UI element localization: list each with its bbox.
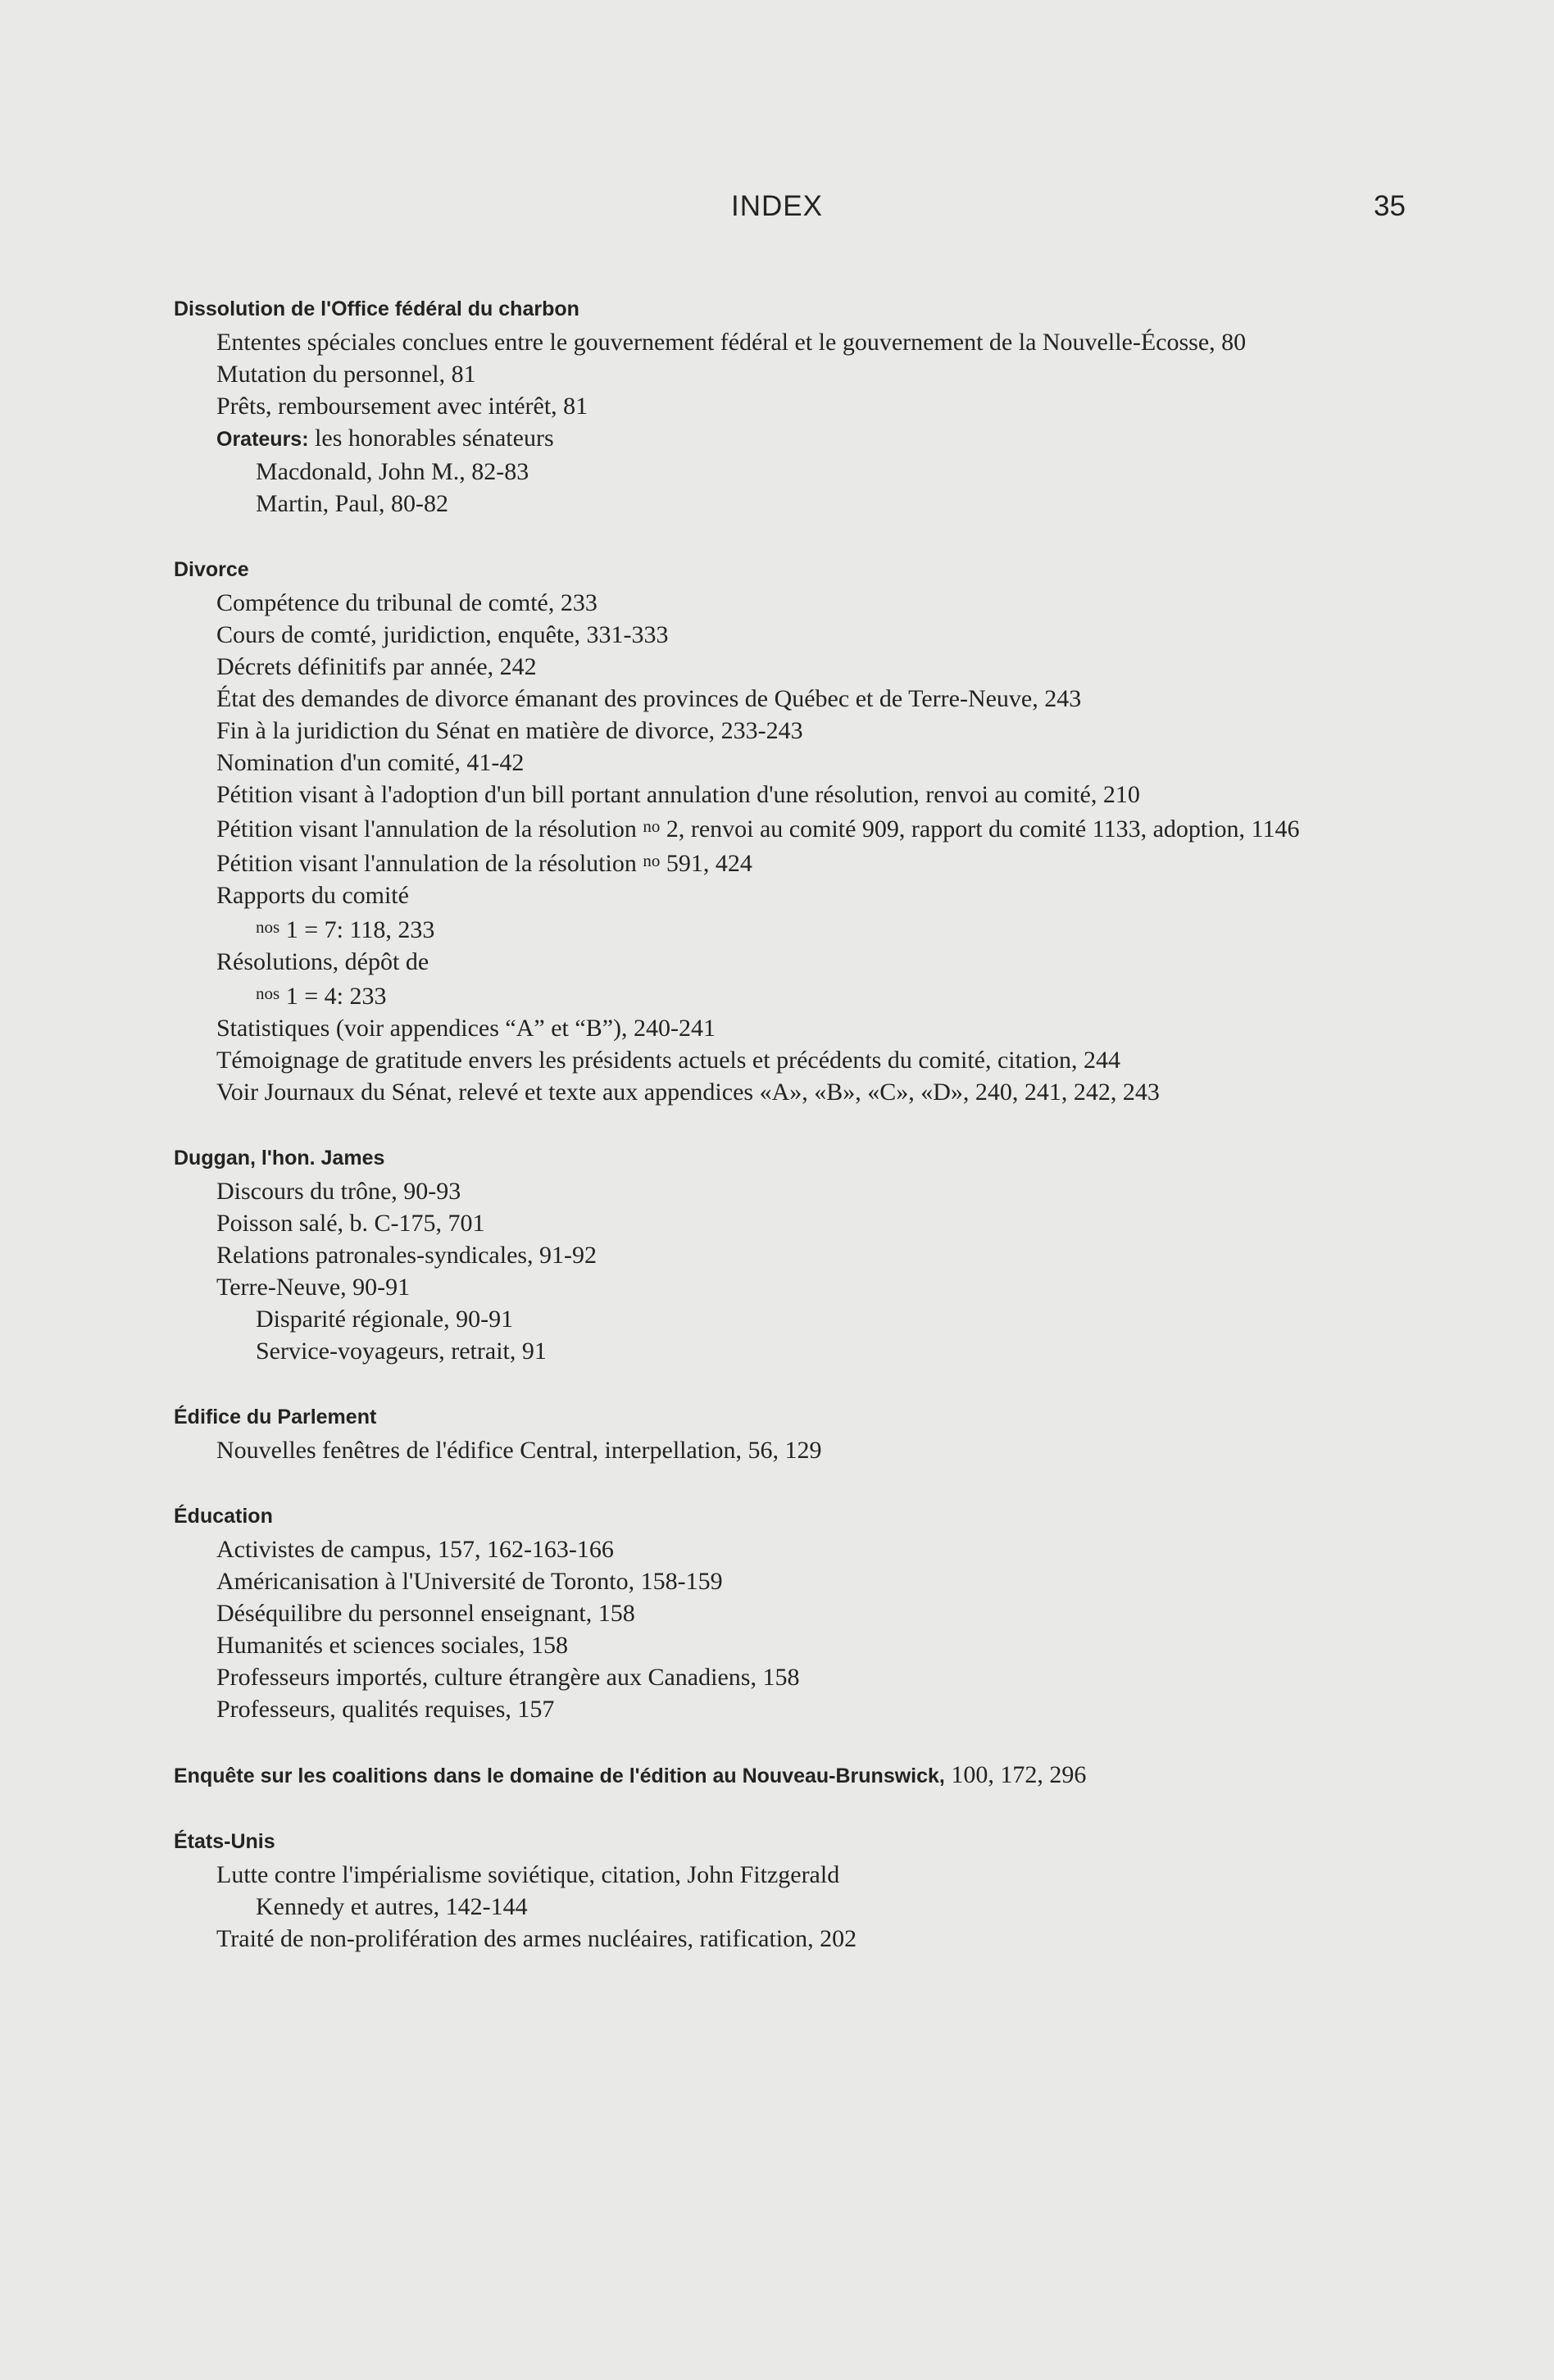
index-content — [174, 293, 1436, 1989]
index-entry: Mutation du personnel, 81 — [216, 361, 476, 388]
section-heading: Dissolution de l'Office fédéral du charbon — [174, 298, 579, 320]
index-entry: Activistes de campus, 157, 162-163-166 — [216, 1536, 614, 1563]
index-subentry: Disparité régionale, 90-91 — [256, 1306, 514, 1333]
index-entry: Nouvelles fenêtres de l'édifice Central, interpellation, 56, 129 — [216, 1437, 822, 1464]
index-entry: Nomination d'un comité, 41-42 — [216, 749, 525, 776]
index-entry — [174, 811, 1436, 845]
index-subentry: Service-voyageurs, retrait, 91 — [256, 1338, 547, 1365]
index-entry — [174, 845, 1436, 879]
index-subentry: Martin, Paul, 80-82 — [256, 490, 448, 517]
index-section-etats-unis — [174, 1826, 1436, 1955]
entry-text: 1 = 4: 233 — [279, 983, 387, 1010]
entry-text: 1 = 7: 118, 233 — [279, 916, 435, 943]
number-abbrev: nos — [256, 917, 280, 937]
orateurs-label: Orateurs: — [216, 428, 309, 451]
index-entry: Humanités et sciences sociales, 158 — [216, 1632, 569, 1659]
index-section-duggan — [174, 1142, 1436, 1367]
index-entry: Traité de non-prolifération des armes nucléaires, ratification, 202 — [216, 1925, 857, 1952]
running-header-title: INDEX — [731, 190, 823, 222]
index-entry: Fin à la juridiction du Sénat en matière de divorce, 233-243 — [216, 717, 803, 744]
number-abbrev: no — [643, 816, 661, 836]
entry-text: 591, 424 — [660, 850, 752, 877]
number-abbrev: nos — [256, 983, 280, 1003]
section-heading: États-Unis — [174, 1830, 275, 1853]
entry-text: 2, renvoi au comité 909, rapport du comité 1133, adoption, 1146 — [660, 815, 1300, 843]
index-entry: Pétition visant à l'adoption d'un bill portant annulation d'une résolution, renvoi au comité, 210 — [216, 781, 1140, 808]
index-section-enquete — [174, 1760, 1436, 1792]
index-entry: Relations patronales-syndicales, 91-92 — [216, 1242, 598, 1269]
index-entry: Ententes spéciales conclues entre le gouvernement fédéral et le gouvernement de la Nouvelle-Écosse, 80 — [216, 329, 1247, 356]
index-entry: État des demandes de divorce émanant des provinces de Québec et de Terre-Neuve, 243 — [216, 685, 1082, 712]
index-entry: Voir Journaux du Sénat, relevé et texte aux appendices «A», «B», «C», «D», 240, 241, 242, 243 — [216, 1079, 1160, 1106]
index-entry: Terre-Neuve, 90-91 — [216, 1274, 411, 1301]
index-entry: Déséquilibre du personnel enseignant, 158 — [216, 1600, 635, 1627]
index-entry: Rapports du comité — [216, 882, 409, 909]
index-entry: Professeurs importés, culture étrangère aux Canadiens, 158 — [216, 1664, 800, 1691]
index-section-dissolution — [174, 293, 1436, 520]
number-abbrev: no — [643, 851, 661, 870]
index-entry: Discours du trône, 90-93 — [216, 1178, 461, 1205]
entry-text: Pétition visant l'annulation de la résolution — [216, 850, 643, 877]
section-heading: Divorce — [174, 558, 249, 581]
index-entry: Poisson salé, b. C-175, 701 — [216, 1210, 485, 1237]
index-section-education — [174, 1501, 1436, 1725]
index-entry: Résolutions, dépôt de — [216, 948, 429, 975]
section-heading: Duggan, l'hon. James — [174, 1147, 385, 1170]
index-section-divorce — [174, 554, 1436, 1108]
index-entry: Statistiques (voir appendices “A” et “B”), 240-241 — [216, 1015, 716, 1042]
index-entry: Professeurs, qualités requises, 157 — [216, 1696, 555, 1723]
orateurs-text: les honorables sénateurs — [308, 425, 554, 452]
index-entry: Témoignage de gratitude envers les présidents actuels et précédents du comité, citation, 244 — [216, 1047, 1120, 1074]
index-entry: Américanisation à l'Université de Toronto, 158-159 — [216, 1568, 723, 1595]
index-section-edifice — [174, 1401, 1436, 1466]
index-entry-orateurs — [174, 422, 1436, 456]
index-subentry — [174, 911, 1436, 946]
section-heading: Éducation — [174, 1505, 273, 1528]
page-number: 35 — [1374, 190, 1406, 222]
index-entry: Lutte contre l'impérialisme soviétique, citation, John Fitzgerald — [216, 1861, 840, 1888]
index-subentry: Kennedy et autres, 142-144 — [256, 1893, 528, 1920]
entry-text: Pétition visant l'annulation de la résolution — [216, 815, 643, 843]
index-subentry: Macdonald, John M., 82-83 — [256, 458, 529, 485]
index-entry: Cours de comté, juridiction, enquête, 331-333 — [216, 621, 669, 648]
section-heading: Édifice du Parlement — [174, 1406, 377, 1428]
section-heading — [174, 1760, 1436, 1792]
index-entry: Prêts, remboursement avec intérêt, 81 — [216, 393, 588, 420]
heading-pages: 100, 172, 296 — [944, 1761, 1087, 1788]
index-subentry — [174, 978, 1436, 1012]
index-entry: Décrets définitifs par année, 242 — [216, 653, 537, 680]
heading-text: Enquête sur les coalitions dans le domaine de l'édition au Nouveau-Brunswick, — [174, 1765, 945, 1787]
index-entry: Compétence du tribunal de comté, 233 — [216, 589, 598, 616]
